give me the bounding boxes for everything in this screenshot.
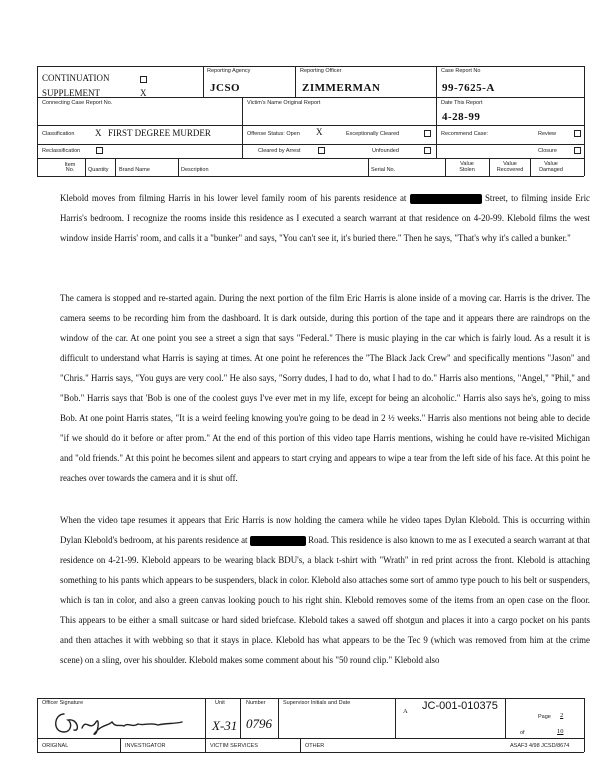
victim-name-label: Victim's Name Original Report [247,100,321,106]
reporting-agency-label: Reporting Agency [207,68,251,74]
paragraph-3-start: When the video tape resumes it appears that Eric Harris is now holding the camera while he video tapes Dylan Klebold. This is occurring within Dylan Klebold's bedroom, at his parents residence at [60,515,590,545]
paragraph-1 [60,188,590,248]
closure-checkbox[interactable] [574,147,581,154]
officer-signature-label: Officer Signature [42,700,84,706]
offense-status-label: Offense Status: Open [247,131,300,137]
supplement-label: SUPPLEMENT [42,88,101,98]
unfounded-label: Unfounded [372,148,399,154]
paragraph-2 [60,288,590,488]
unit-label: Unit [215,700,225,706]
form-id: ASAF3 4/98 JCSD/8674 [510,743,570,749]
number-label: Number [246,700,266,706]
redaction-block [410,194,482,204]
classification-label: Classification [42,131,75,137]
recommend-case-label: Recommend Case: [441,131,489,137]
page-total: 10 [557,728,564,735]
reporting-officer-label: Reporting Officer [300,68,342,74]
exceptionally-cleared-label: Exceptionally Cleared [346,131,400,137]
supplement-mark: X [140,88,147,98]
col-description: Description [181,167,209,173]
connecting-case-label: Connecting Case Report No. [42,100,113,106]
cleared-by-arrest-label: Cleared by Arrest [258,148,301,154]
case-report-no: 99-7625-A [442,82,495,94]
victim-services-label: VICTIM SERVICES [210,743,258,749]
col-serial: Serial No. [371,167,396,173]
closure-label: Closure [538,148,557,154]
offense-open-mark: X [316,127,323,137]
classification: FIRST DEGREE MURDER [108,128,211,138]
continuation-label: CONTINUATION [42,73,110,83]
a-label: A [403,708,408,715]
unit: X-31 [212,718,238,733]
date-report-label: Date This Report [441,100,483,106]
col-value-stolen: Value Stolen [459,161,475,173]
page-label: Page [538,714,551,720]
case-report-no-label: Case Report No [441,68,481,74]
review-label: Review [538,131,557,137]
classification-mark: X [95,128,102,138]
number: 0796 [246,716,272,731]
unfounded-checkbox[interactable] [424,147,431,154]
redaction-block [250,536,306,546]
col-quantity: Quantity [88,167,109,173]
supervisor-label: Supervisor Initials and Date [283,700,351,706]
continuation-checkbox[interactable] [140,76,147,83]
reclassification-label: Reclassification [42,148,81,154]
review-checkbox[interactable] [574,130,581,137]
reporting-agency: JCSO [210,82,241,94]
reclassification-checkbox[interactable] [96,147,103,154]
paragraph-3-end: Road. This residence is also known to me as I executed a search warrant at that residence on 4-21-99. Klebold appears to be wearing black BDU's, a black t-shirt with "Wrath" in red print across the front. Klebold is attaching something to his pants which appears to be suspenders, black in color. Klebold also attaches some sort of ammo type pouch to his belt or suspenders, which is tan in color, and also a green canvas looking pouch to his right shin. Klebold removes some of the items from an open case on the floor. This appears to be either a small suitcase or hard sided briefcase. Klebold takes a sawed off shotgun and places it into a cargo pocket on his pants and then attaches it with webbing so that it stays in place. Klebold has what appears to be the Tec 9 (which was removed from him at the crime scene) on a sling, over his shoulder. Klebold makes some comment about his "50 round clip." Klebold also [60,535,591,665]
other-label: OTHER [305,743,325,749]
page-number: 2 [560,712,564,719]
officer-signature [50,704,200,738]
document-id: JC-001-010375 [422,700,498,712]
paragraph-1-start: Klebold moves from filming Harris in his lower level family room of his parents residence at [60,193,410,203]
exceptionally-cleared-checkbox[interactable] [424,130,431,137]
cleared-by-arrest-checkbox[interactable] [318,147,325,154]
investigator-label: INVESTIGATOR [125,743,166,749]
col-item: Item No. [64,162,76,173]
reporting-officer: ZIMMERMAN [302,82,381,94]
col-brand: Brand Name [119,167,150,173]
paragraph-2-text: The camera is stopped and re-started again. During the next portion of the film Eric Harris is alone inside of a moving car. Harris is the driver. The camera seems to be recording him from the dashboard. It is dark outside, during this portion of the tape and it appears there are raindrops on the window of the car. At one point you see a street a sign that says "Federal." There is music playing in the car which is fairly loud. As a result it is difficult to understand what Harris is saying at times. At one point he references the "The Black Jack Crew" and specifically mentions "Jason" and "Chris." Harris says, "You guys are very cool." He also says, "Sorry dudes, I had to do, what I had to do." Harris also mentions, "Angel," "Phil," and "Bob." Harris says that 'Bob is one of the coolest guys I've ever met in my life, except for being an alcoholic." Harris also says he's, going to miss Bob. At one point Harris states, "It is a weird feeling knowing you're going to be dead in 2 ½ weeks." Harris also mentions not being able to decide "if we should do it before or after prom." At the end of this portion of this video tape Harris mentions, wishing he could have re-visited Michigan and "old friends." At this point he becomes silent and appears to start crying and appears to wipe a tear from the left side of his face. At this point he reaches over towards the camera and it is shut off. [60,293,590,483]
original-label: ORIGINAL [42,743,69,749]
paragraph-1-end: Street, to filming inside Eric Harris's bedroom. I recognize the rooms inside this residence as I executed a search warrant at that residence on 4-20-99. Klebold films the west window inside Harris' room, and calls it a "bunker" and says, "You can't see it, it's buried there." Then he says, "That's why it's called a bunker." [60,193,590,243]
date-report: 4-28-99 [442,111,481,123]
of-label: of [520,730,525,736]
col-value-damaged: Value Damaged [539,161,563,173]
paragraph-3 [60,510,590,670]
col-value-recovered: Value Recovered [496,161,524,173]
